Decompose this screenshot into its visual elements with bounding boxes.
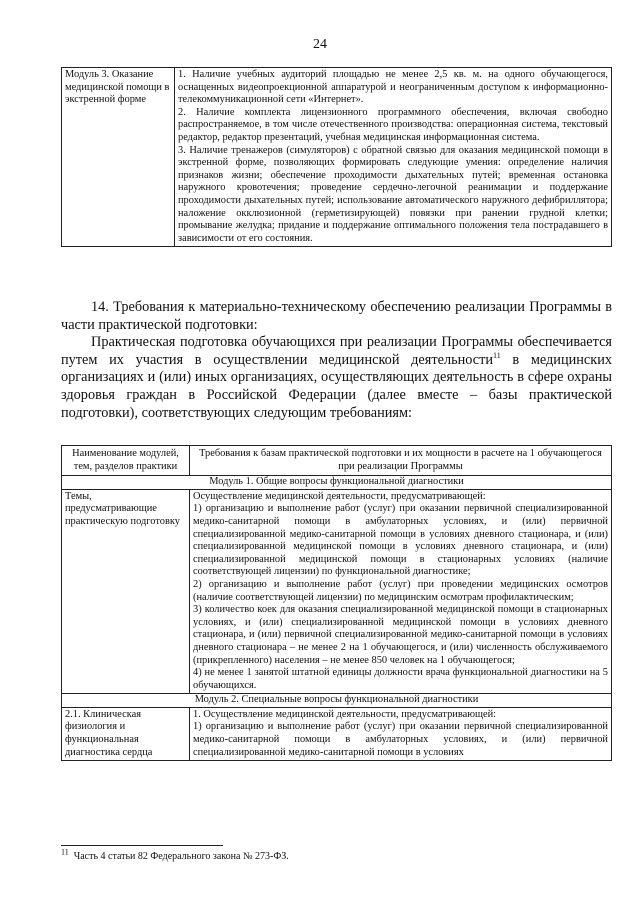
topic-cell: 2.1. Клиническая физиология и функциональная диагностика сердца [62, 707, 190, 760]
requirements-cell [175, 68, 612, 247]
module-name-cell: Модуль 3. Оказание медицинской помощи в экстренной форме [62, 68, 175, 247]
requirements-cell [190, 489, 612, 694]
table-module3 [61, 67, 612, 247]
requirement-item: 4) не менее 1 занятой штатной единицы должности врача функциональной диагностики на 5 обучающихся. [193, 667, 608, 691]
topic-cell: Темы, предусматривающие практическую подготовку [62, 489, 190, 694]
requirement-item: Осуществление медицинской деятельности, предусматривающей: [193, 490, 486, 502]
footnote-text: Часть 4 статьи 82 Федерального закона № 273-ФЗ. [73, 851, 289, 862]
module-title: Модуль 1. Общие вопросы функциональной диагностики [62, 476, 612, 490]
requirement-item: 2) организацию и выполнение работ (услуг) при проведении медицинских осмотров (наличие соответствующей лицензии) по медицинским осмотрам профилактическим; [193, 578, 608, 603]
module-row [62, 476, 612, 490]
table-row [62, 489, 612, 694]
page-number: 24 [313, 37, 327, 52]
footnote-ref[interactable]: 11 [493, 351, 501, 361]
requirement-item: 1) организацию и выполнение работ (услуг) при оказании первичной специализированной медико-санитарной помощи в амбулаторных условиях, и (или) первичной специализированной медико-санитарной помощи в условиях дневного стационара, и (или) специализированной медицинской помощи в условиях дневного стационара, и (или) специализированной медицинской помощи в стационарных условиях (наличие соответствующей лицензии) по функциональной диагностике; [193, 503, 608, 578]
requirement-item: 1. Осуществление медицинской деятельности, предусматривающей: [193, 708, 497, 720]
requirement-item: 1. Наличие учебных аудиторий площадью не менее 2,5 кв. м. на одного обучающегося, оснащенных видеопроекционной аппаратурой и неограниченным доступом к информационно-телекоммуникационной сети «Интернет». [178, 69, 608, 106]
section-paragraph: Практическая подготовка обучающихся при реализации Программы обеспечивается путем их участия в осуществлении медицинской деятельности$^{11}$ в медицинских организациях и (или) иных организациях, осуществляющих деятельность в сфере охраны здоровья граждан в Российской Федерации (далее вместе – базы практической подготовки), соответствующих следующим требованиям: [61, 334, 612, 421]
section-heading: 14. Требования к материально-техническому обеспечению реализации Программы в части практической подготовки: [61, 299, 612, 333]
requirement-item: 2. Наличие комплекта лицензионного программного обеспечения, включая свободно распространяемое, в том числе отечественного производства: операционная система, текстовый редактор, редактор презентаций, учебная медицинская информационная система. [178, 106, 608, 143]
module-row [62, 694, 612, 708]
header-col1: Наименование модулей, тем, разделов практики [62, 446, 190, 476]
table-practice-bases [61, 445, 612, 761]
requirement-item: 3) количество коек для оказания специализированной медицинской помощи в стационарных условиях, и (или) специализированной медицинской помощи в условиях дневного стационара, и (или) первичной специализированной медико-санитарной помощи в условиях дневного стационара – не менее 2 на 1 обучающегося, и (или) численность обслуживаемого (прикрепленного) населения – не менее 850 человек на 1 обучающегося; [193, 604, 608, 666]
requirement-item: 3. Наличие тренажеров (симуляторов) с обратной связью для оказания медицинской помощи в экстренной форме, позволяющих формировать следующие умения: определение наличия признаков жизни; обеспечение проходимости дыхательных путей; временная остановка наружного кровотечения; проведение сердечно-легочной реанимации и поддержание проходимости дыхательных путей; использование автоматического наружного дефибриллятора; наложение окклюзионной (герметизирующей) повязки при ранении грудной клетки; промывание желудка; придание и поддержание оптимального положения тела пострадавшего в зависимости от его состояния. [178, 144, 608, 244]
section-14 [61, 299, 612, 422]
requirement-item: 1) организацию и выполнение работ (услуг) при оказании первичной специализированной медико-санитарной помощи в амбулаторных условиях, и (или) первичной специализированной медико-санитарной помощи в условиях [193, 721, 608, 758]
table-row [62, 707, 612, 760]
footnote-number: 11 [61, 847, 69, 857]
header-col2: Требования к базам практической подготовки и их мощности в расчете на 1 обучающегося при реализации Программы [190, 446, 612, 476]
requirements-cell [190, 707, 612, 760]
table-header-row [62, 446, 612, 476]
footnote [61, 847, 289, 862]
footnote-divider [61, 845, 223, 846]
table-row [62, 68, 612, 247]
module-title: Модуль 2. Специальные вопросы функциональной диагностики [62, 694, 612, 708]
